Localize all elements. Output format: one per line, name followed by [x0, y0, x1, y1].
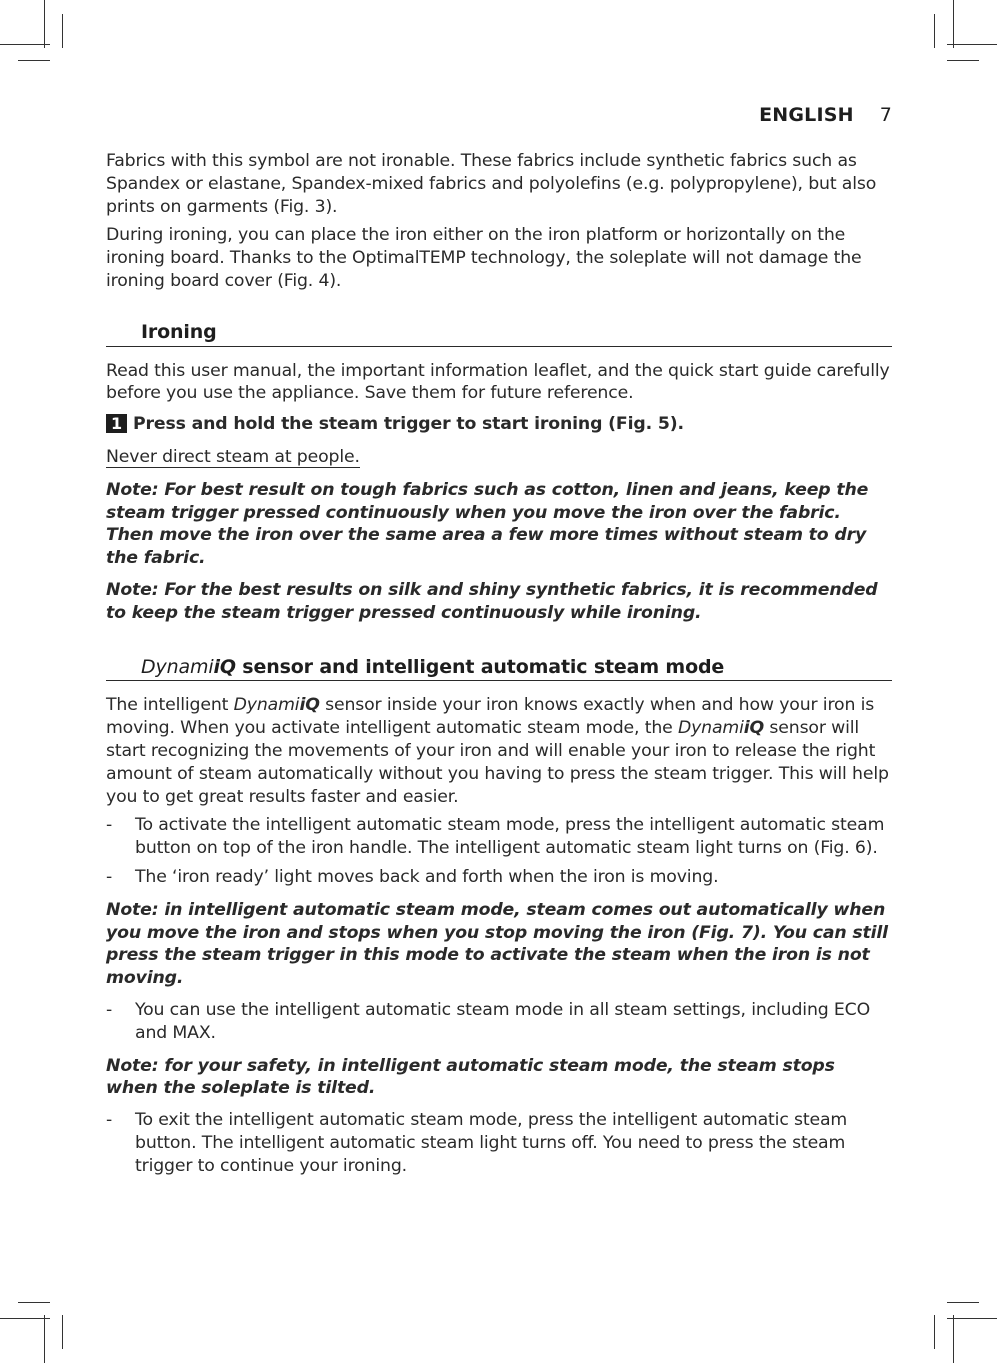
crop-mark: [62, 1315, 63, 1349]
step-text: Press and hold the steam trigger to start ironing (Fig. 5).: [132, 414, 684, 435]
crop-mark: [947, 44, 997, 45]
language-label: ENGLISH: [759, 104, 854, 126]
page-content: [106, 150, 892, 1183]
warning: [106, 446, 892, 469]
note-tough-fabrics: Note: For best result on tough fabrics such as cotton, linen and jeans, keep the steam trigger pressed continuously when you move the iron over the fabric. Then move the iron over the same area a few more times without steam to dry the fabric.: [106, 479, 869, 569]
dynamiq-heading: [106, 656, 892, 682]
list-item: - To exit the intelligent automatic steam mode, press the intelligent automatic steam button. The intelligent automatic steam light turns off. You need to press the steam trigger to continue your ironing.: [106, 1110, 848, 1176]
crop-mark: [947, 1318, 997, 1319]
brand-dynamiq: DynamiiQ: [141, 655, 236, 678]
crop-mark: [0, 1318, 50, 1319]
crop-mark: [934, 1315, 935, 1349]
ironing-heading: Ironing: [106, 321, 892, 347]
dynamiq-heading-text: sensor and intelligent automatic steam mode: [235, 655, 725, 678]
list-item: - You can use the intelligent automatic steam mode in all steam settings, including ECO and MAX.: [106, 999, 871, 1043]
warning-text: Never direct steam at people.: [106, 446, 360, 467]
intro-paragraph-1: Fabrics with this symbol are not ironable. These fabrics include synthetic fabrics such as Spandex or elastane, Spandex-mixed fabrics and polyolefins (e.g. polypropylene), but also prints on garments (Fig. 3).: [106, 151, 877, 217]
note-auto-steam: Note: in intelligent automatic steam mode, steam comes out automatically when you move the iron and stops when you stop moving the iron (Fig. 7). You can still press the steam trigger in this mode to activate the steam when the iron is not moving.: [106, 899, 888, 989]
page-header: [759, 104, 892, 126]
crop-mark: [934, 14, 935, 48]
crop-mark: [947, 1302, 979, 1303]
step-number-badge: 1: [106, 414, 127, 433]
ironing-paragraph: Read this user manual, the important information leaflet, and the quick start guide carefully before you use the appliance. Save them for future reference.: [106, 360, 890, 404]
crop-mark: [62, 14, 63, 48]
crop-mark: [44, 1315, 45, 1363]
note-safety: Note: for your safety, in intelligent automatic steam mode, the steam stops when the soleplate is tilted.: [106, 1055, 835, 1099]
crop-mark: [18, 60, 50, 61]
crop-mark: [953, 1315, 954, 1363]
list-item: - To activate the intelligent automatic steam mode, press the intelligent automatic steam button on top of the iron handle. The intelligent automatic steam light turns on (Fig. 6).: [106, 815, 885, 859]
crop-mark: [953, 0, 954, 48]
crop-mark: [44, 0, 45, 48]
intro-paragraph-2: During ironing, you can place the iron either on the iron platform or horizontally on the ironing board. Thanks to the OptimalTEMP technology, the soleplate will not damage the ironing board cover (Fig. 4).: [106, 225, 862, 291]
list-item: - The ‘iron ready’ light moves back and forth when the iron is moving.: [106, 866, 719, 887]
note-silk-fabrics: Note: For the best results on silk and shiny synthetic fabrics, it is recommended to keep the steam trigger pressed continuously while ironing.: [106, 579, 878, 623]
crop-mark: [947, 60, 979, 61]
crop-mark: [0, 44, 50, 45]
page-number: 7: [879, 104, 892, 126]
crop-mark: [18, 1302, 50, 1303]
dynamiq-paragraph: The intelligent DynamiiQ sensor inside your iron knows exactly when and how your iron is moving. When you activate intelligent automatic steam mode, the DynamiiQ sensor will start recognizing the movements of your iron and will enable your iron to release the right amount of steam automatically without you having to press the steam trigger. This will help you to get great results faster and easier.: [106, 695, 889, 807]
step-1: [106, 413, 892, 436]
